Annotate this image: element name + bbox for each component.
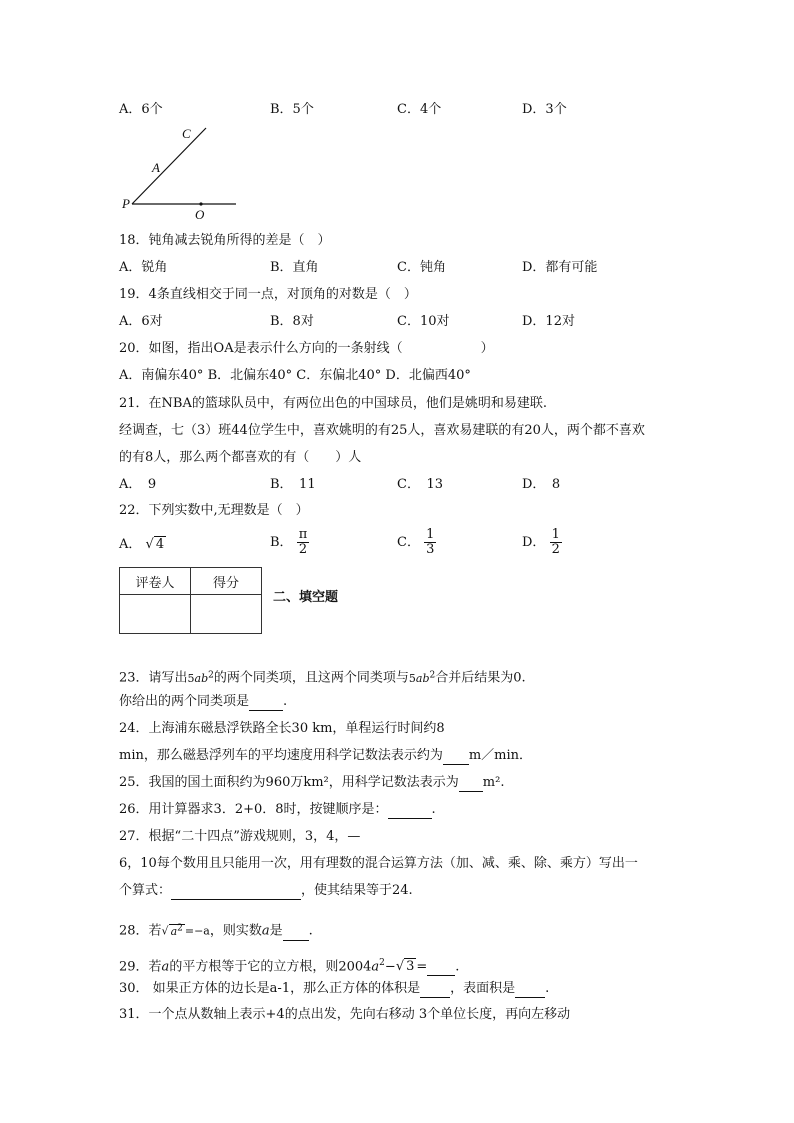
q29-radicand: 3	[406, 959, 415, 975]
q23-term-1	[188, 672, 214, 685]
q23-var-b: b	[201, 671, 209, 685]
q22-stem: 22．下列实数中,无理数是（ ）	[119, 503, 309, 518]
q17-option-d: D．3个	[522, 102, 567, 117]
q30-line	[119, 980, 549, 998]
q28-radicand: a	[170, 924, 178, 938]
q22-option-a-label: A．	[119, 537, 142, 552]
label-o: O	[195, 207, 205, 222]
q17-option-a: A．6个	[119, 102, 163, 117]
ray-pc	[132, 128, 206, 204]
q25-answer-blank[interactable]	[459, 791, 483, 792]
q26-answer-blank[interactable]	[388, 818, 432, 819]
q23-coef: 5	[187, 671, 195, 685]
q19-option-c: C．10对	[397, 314, 450, 329]
q23-exp-2: 2	[429, 670, 436, 680]
q27-answer-blank[interactable]	[171, 899, 301, 900]
q23-line1	[119, 666, 526, 688]
q30-volume-blank[interactable]	[420, 997, 450, 998]
q24-unit: m／min．	[468, 748, 533, 763]
q22-option-c	[397, 528, 436, 557]
q19-option-d: D．12对	[522, 314, 575, 329]
label-a: A	[152, 160, 160, 175]
q29-end: .	[455, 959, 460, 975]
q29-text-a: 29．若	[119, 959, 162, 975]
q23-line2	[119, 693, 287, 711]
q21-line1: 21．在NBA的篮球队员中，有两位出色的中国球员，他们是姚明和易建联.	[119, 396, 547, 411]
q21-option-c: C． 13	[397, 477, 443, 492]
q22-option-b-fraction	[297, 528, 310, 557]
q21-line3: 的有8人，那么两个都喜欢的有（ ）人	[119, 450, 362, 465]
q22-option-d-label: D．	[522, 535, 546, 550]
q28-text-a: 28．若	[119, 923, 162, 939]
score-table-score-cell	[191, 595, 262, 634]
q28-var: a	[261, 923, 270, 939]
q29-text-b: 的平方根等于它的立方根，则2004	[169, 959, 372, 975]
q24-line2-text: min，那么磁悬浮列车的平均速度用科学记数法表示约为	[119, 748, 443, 763]
q28-sqrt: √ $a^2$	[161, 923, 183, 938]
q20-options: A．南偏东40° B．北偏东40° C．东偏北40° D．北偏西40°	[119, 368, 471, 383]
score-table	[119, 567, 262, 634]
fraction-denominator: 2	[551, 542, 560, 557]
q28-end: .	[308, 923, 313, 939]
q27-text-b: ，使其结果等于24.	[301, 883, 413, 898]
q23-coef-2: 5	[408, 671, 416, 685]
q28-radicand-wrap	[169, 924, 185, 938]
score-table-grader-header: 评卷人	[120, 568, 191, 595]
q18-option-a: A．锐角	[119, 260, 168, 275]
q30-text-b: ，表面积是	[450, 981, 516, 996]
q22-option-d	[522, 528, 562, 557]
q30-area-blank[interactable]	[515, 997, 545, 998]
fraction-denominator: 2	[298, 542, 308, 557]
q31-line: 31．一个点从数轴上表示+4的点出发，先向右移动 3个单位长度，再向左移动	[119, 1007, 571, 1022]
q23-var-a: a	[194, 671, 202, 685]
q17-option-b: B．5个	[270, 102, 314, 117]
q26-end: .	[431, 802, 436, 817]
fraction-numerator: 1	[426, 527, 435, 542]
q18-option-b: B．直角	[270, 260, 319, 275]
q23-var-a-2: a	[415, 671, 423, 685]
q28-line	[119, 919, 313, 941]
q20-stem: 20．如图，指出OA是表示什么方向的一条射线（ ）	[119, 341, 494, 356]
q27-line1: 27．根据“二十四点”游戏规则，3，4，—	[119, 829, 361, 844]
q29-line	[119, 954, 459, 976]
label-c: C	[182, 126, 191, 141]
q17-option-c: C．4个	[397, 102, 442, 117]
q22-option-b-label: B．	[270, 535, 293, 550]
q21-option-d: D． 8	[522, 477, 561, 492]
ray-figure	[118, 124, 248, 224]
fraction-numerator: π	[298, 527, 308, 542]
q29-var: a	[161, 959, 170, 975]
q24-line1: 24．上海浦东磁悬浮铁路全长30 km，单程运行时间约8	[119, 721, 445, 736]
q19-option-b: B．8对	[270, 314, 314, 329]
q24-answer-blank[interactable]	[443, 764, 469, 765]
q23-exp: 2	[208, 670, 214, 680]
q28-text-c: 是	[269, 923, 283, 939]
q22-option-a-sqrt: √ 4	[145, 537, 165, 552]
q29-answer-blank[interactable]	[427, 975, 455, 976]
section-title: 二、填空题	[273, 590, 339, 605]
q23-line2-end: .	[283, 694, 288, 709]
q29-eq: =	[416, 959, 428, 975]
q27-line3	[119, 882, 413, 900]
q22-option-b	[270, 528, 309, 557]
score-table-score-header: 得分	[191, 568, 262, 595]
q26-line	[119, 801, 436, 819]
label-p: P	[122, 196, 130, 211]
q23-line2-text: 你给出的两个同类项是	[119, 694, 250, 709]
q19-stem: 19．4条直线相交于同一点，对顶角的对数是（ ）	[119, 287, 417, 302]
q22-option-d-fraction	[550, 528, 562, 557]
q25-text: 25．我国的国土面积约为960万km²，用科学记数法表示为	[119, 775, 459, 790]
q21-line2: 经调查，七（3）班44位学生中，喜欢姚明的有25人，喜欢易建联的有20人，两个都不喜欢	[119, 423, 645, 438]
q21-option-b: B． 11	[270, 477, 316, 492]
q30-end: .	[545, 981, 550, 996]
q23-text-c: 合并后结果为0.	[435, 670, 526, 686]
q22-option-a-radicand: 4	[155, 537, 165, 552]
q19-option-a: A．6对	[119, 314, 163, 329]
score-table-grader-cell	[120, 595, 191, 634]
point-o	[199, 202, 202, 205]
q21-option-a: A． 9	[119, 477, 157, 492]
q23-term-2	[409, 672, 435, 685]
q30-text-a: 30． 如果正方体的边长是a-1，那么正方体的体积是	[119, 981, 421, 996]
q25-unit: m².	[482, 775, 505, 790]
q27-text-a: 个算式：	[119, 883, 172, 898]
q22-option-a	[119, 536, 166, 554]
q23-answer-blank[interactable]	[249, 710, 283, 711]
fraction-numerator: 1	[551, 527, 560, 542]
q29-minus: −	[384, 959, 396, 975]
q23-var-b-2: b	[422, 671, 430, 685]
q25-line	[119, 774, 504, 792]
q24-line2	[119, 747, 532, 765]
q23-text-b: 的两个同类项，且这两个同类项与	[213, 670, 409, 686]
q28-answer-blank[interactable]	[283, 940, 309, 941]
q18-stem: 18．钝角减去锐角所得的差是（ ）	[119, 233, 331, 248]
fraction-denominator: 3	[426, 542, 435, 557]
q29-exp: 2	[379, 958, 385, 968]
q18-option-d: D．都有可能	[522, 260, 598, 275]
q18-option-c: C．钝角	[397, 260, 446, 275]
q27-line2: 6，10每个数用且只能用一次，用有理数的混合运算方法（加、减、乘、除、乘方）写出一	[119, 856, 638, 871]
q23-text-a: 23．请写出	[119, 670, 188, 686]
q22-option-c-label: C．	[397, 535, 420, 550]
q28-radicand-exp: 2	[177, 923, 183, 933]
q28-text-b: ，则实数	[209, 923, 262, 939]
q28-eq: =−a	[184, 924, 210, 938]
q29-sqrt: √ 3	[395, 959, 415, 975]
q26-text: 26．用计算器求3．2+0．8时，按键顺序是：	[119, 802, 388, 817]
q29-var2: a	[371, 959, 380, 975]
q22-option-c-fraction	[424, 528, 436, 557]
